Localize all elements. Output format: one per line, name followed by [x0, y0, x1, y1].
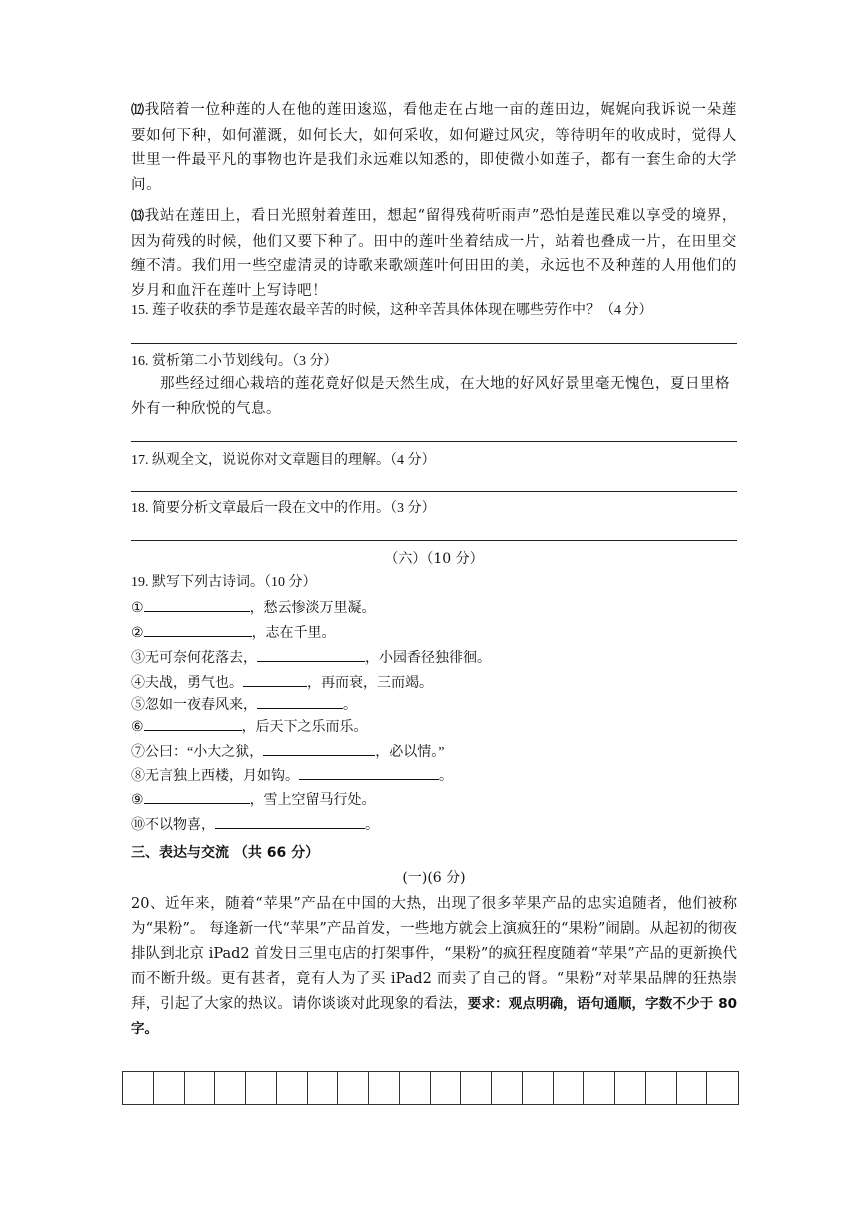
question-17: 17. 纵观全文，说说你对文章题目的理解。（4 分） — [131, 453, 436, 468]
grid-cell[interactable] — [123, 1072, 154, 1104]
poem-text: ⑦公曰：“小大之狱， — [131, 745, 264, 760]
grid-cell[interactable] — [277, 1072, 308, 1104]
poem-line-10 — [131, 813, 379, 837]
grid-cell[interactable] — [492, 1072, 523, 1104]
paragraph-marker: ⒀ — [131, 209, 145, 224]
poem-line-1 — [131, 596, 376, 620]
grid-cell[interactable] — [677, 1072, 708, 1104]
paragraph-text: 我站在莲田上，看日光照射着莲田，想起“留得残荷听雨声”恐怕是莲民难以享受的境界，因为荷残的时候，他们又要下种了。田中的莲叶坐着结成一片，站着也叠成一片，在田里交缠不清。我们用一些空虚清灵的诗歌来歌颂莲叶何田田的美，永远也不及种莲的人用他们的岁月和血汗在莲叶上写诗吧！ — [131, 208, 737, 299]
poem-text: 。 — [343, 698, 357, 713]
poem-text: ③无可奈何花落去， — [131, 651, 257, 666]
question-18: 18. 简要分析文章最后一段在文中的作用。（3 分） — [131, 501, 436, 516]
poem-line-4 — [131, 671, 433, 695]
question-16: 16. 赏析第二小节划线句。（3 分） — [131, 354, 338, 369]
poem-text: ④夫战，勇气也。 — [131, 676, 243, 691]
poem-text: ② — [131, 626, 144, 641]
grid-cell[interactable] — [523, 1072, 554, 1104]
poem-line-8 — [131, 764, 453, 788]
question-15: 15. 莲子收获的季节是莲农最辛苦的时候，这种辛苦具体体现在哪些劳作中？（4 分） — [131, 303, 653, 318]
poem-text: ⑨ — [131, 793, 144, 808]
grid-cell[interactable] — [215, 1072, 246, 1104]
grid-cell[interactable] — [338, 1072, 369, 1104]
grid-cell[interactable] — [369, 1072, 400, 1104]
fill-blank[interactable] — [263, 740, 375, 756]
poem-text: ，愁云惨淡万里凝。 — [249, 601, 376, 616]
question-20-requirement: 要求：观点明确，语句通顺，字数不少于 80 字。 — [131, 996, 737, 1037]
poem-text: ⑧无言独上西楼，月如钩。 — [131, 769, 299, 784]
paragraph-13 — [131, 204, 737, 303]
poem-text: ，后天下之乐而乐。 — [241, 720, 368, 735]
section-6-heading: （六）（10 分） — [384, 551, 484, 567]
fill-blank[interactable] — [299, 764, 439, 780]
paragraph-text: 我陪着一位种莲的人在他的莲田逡巡，看他走在占地一亩的莲田边，娓娓向我诉说一朵莲要如何下种，如何灌溉，如何长大，如何采收，如何避过风灾，等待明年的收成时，觉得人世里一件最平凡的事物也许是我们永远难以知悉的，即使微小如莲子，都有一套生命的大学问。 — [131, 102, 737, 193]
poem-text: ，小园香径独徘徊。 — [365, 651, 491, 666]
poem-text: ⑩不以物喜， — [131, 818, 215, 833]
fill-blank[interactable] — [144, 621, 252, 637]
grid-cell[interactable] — [646, 1072, 677, 1104]
grid-cell[interactable] — [431, 1072, 462, 1104]
paragraph-marker: ⑿ — [131, 103, 145, 118]
poem-text: ，志在千里。 — [251, 626, 336, 641]
fill-blank[interactable] — [144, 715, 242, 731]
question-20-text: 20、近年来，随着“苹果”产品在中国的大热，出现了很多苹果产品的忠实追随者，他们被称为“果粉”。 每逢新一代“苹果”产品首发，一些地方就会上演疯狂的“果粉”闹剧。从起初的彻夜排队到北京 iPad2 首发日三里屯店的打架事件，“果粉”的疯狂程度随着“苹果”产品的更新换代而不断升级。更有甚者，竟有人为了买 iPad2 而卖了自己的肾。“果粉”对苹果品牌的狂热崇拜，引起了大家的热议。请你谈谈对此现象的看法， — [131, 896, 737, 1012]
grid-cell[interactable] — [461, 1072, 492, 1104]
poem-line-9 — [131, 788, 376, 812]
fill-blank[interactable] — [243, 671, 307, 687]
poem-text: ① — [131, 601, 144, 616]
question-19: 19. 默写下列古诗词。（10 分） — [131, 575, 317, 590]
fill-blank[interactable] — [144, 788, 250, 804]
fill-blank[interactable] — [257, 646, 365, 662]
poem-text: ，雪上空留马行处。 — [249, 793, 376, 808]
fill-blank[interactable] — [215, 813, 365, 829]
question-20 — [131, 892, 737, 1042]
poem-text: 。 — [439, 769, 453, 784]
grid-cell[interactable] — [246, 1072, 277, 1104]
grid-cell[interactable] — [154, 1072, 185, 1104]
fill-blank[interactable] — [257, 693, 343, 709]
poem-text: ，必以情。” — [375, 745, 445, 760]
grid-cell[interactable] — [400, 1072, 431, 1104]
paragraph-12 — [131, 98, 737, 197]
writing-grid[interactable] — [122, 1071, 739, 1105]
answer-line-16[interactable] — [131, 441, 737, 442]
poem-text: 。 — [365, 818, 379, 833]
poem-line-2 — [131, 621, 336, 645]
poem-text: ⑤忽如一夜春风来， — [131, 698, 257, 713]
answer-line-18[interactable] — [131, 540, 737, 541]
grid-cell[interactable] — [707, 1072, 738, 1104]
poem-text: ，再而衰，三而竭。 — [307, 676, 433, 691]
grid-cell[interactable] — [554, 1072, 585, 1104]
grid-cell[interactable] — [308, 1072, 339, 1104]
poem-text: ⑥ — [131, 720, 144, 735]
poem-line-6 — [131, 715, 368, 739]
section-3-sub-heading: (一)(6 分) — [402, 870, 466, 886]
answer-line-15[interactable] — [131, 343, 737, 344]
grid-cell[interactable] — [584, 1072, 615, 1104]
grid-cell[interactable] — [615, 1072, 646, 1104]
fill-blank[interactable] — [144, 596, 250, 612]
poem-line-7 — [131, 740, 444, 764]
section-3-title: 三、表达与交流 （共 66 分） — [131, 845, 320, 861]
grid-cell[interactable] — [185, 1072, 216, 1104]
quoted-sentence: 那些经过细心栽培的莲花竟好似是天然生成，在大地的好风好景里毫无愧色，夏日里格外有一种欣悦的气息。 — [131, 376, 730, 417]
poem-line-5 — [131, 693, 357, 717]
poem-line-3 — [131, 646, 491, 670]
answer-line-17[interactable] — [131, 491, 737, 492]
